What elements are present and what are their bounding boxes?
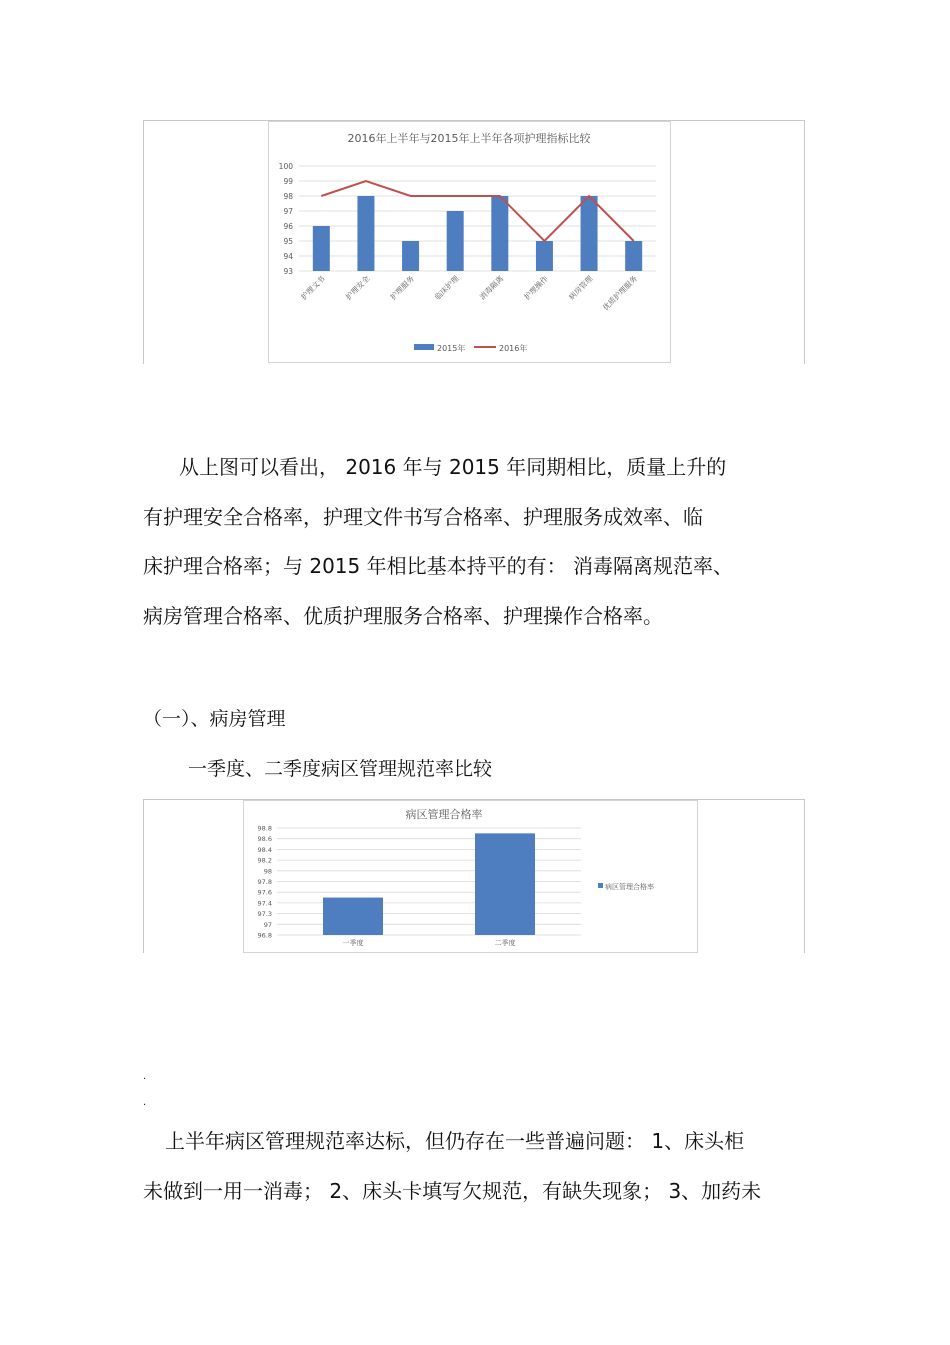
chart2-y-tick: 98.2 [257,856,272,865]
paragraph-issues [143,1117,823,1216]
chart2-y-tick: 98.4 [257,845,272,854]
chart1-bar-2015 [313,226,330,271]
chart2-y-tick: 98.6 [257,835,272,844]
chart1-y-tick: 100 [278,162,293,171]
legend-swatch-quarter [598,883,603,888]
chart1-bar-2015 [402,241,419,271]
chart2-y-tick: 97 [263,920,272,929]
paragraph-line: 上半年病区管理规范率达标，但仍存在一些普遍问题： 1、床头柜 [165,1129,745,1153]
chart1-y-tick: 98 [283,192,293,201]
chart2-caption: 一季度、二季度病区管理规范率比较 [188,758,493,780]
chart1-x-tick: 护理操作 [522,274,550,302]
chart1-container [268,121,671,363]
chart1-bar-2015 [581,196,598,271]
chart1-bar-2015 [447,211,464,271]
chart1-x-tick: 病房管理 [566,274,595,302]
chart1-bar-2015 [625,241,642,271]
chart2-y-tick: 96.8 [257,931,272,940]
paragraph-analysis [143,443,823,641]
chart1-bar-2015 [491,196,508,271]
chart2-bar [475,833,535,935]
chart1-y-tick: 94 [283,252,293,261]
chart2-x-tick: 二季度 [494,939,516,947]
chart1-x-tick: 优质护理服务 [600,274,640,313]
chart2-y-tick: 97.6 [257,888,272,897]
chart1-svg [269,122,670,362]
chart1-y-tick: 96 [283,222,293,231]
chart1-bar-2015 [357,196,374,271]
chart1-y-tick: 97 [283,207,293,216]
chart1-title: 2016年上半年与2015年上半年各项护理指标比较 [347,132,591,145]
chart1-y-tick: 99 [283,177,293,186]
chart1-y-tick: 93 [283,267,293,276]
chart1-x-tick: 护理服务 [388,274,416,302]
chart2-y-tick: 97.8 [257,878,272,886]
chart2-container [243,800,698,953]
chart2-title: 病区管理合格率 [405,808,483,821]
chart1-y-tick: 95 [283,237,293,246]
legend-label-2015: 2015年 [437,344,466,353]
chart1-x-tick: 护理安全 [343,274,372,302]
chart2-y-tick: 97.4 [257,899,272,908]
chart1-x-tick: 临床护理 [433,274,461,302]
chart2-svg [244,801,697,952]
paragraph-line: 病房管理合格率、优质护理服务合格率、护理操作合格率。 [143,603,663,628]
chart2-y-tick: 97.3 [257,910,272,919]
paragraph-line: 未做到一用一消毒； 2、床头卡填写欠规范，有缺失现象； 3、加药未 [143,1178,762,1203]
legend-swatch-2015 [414,344,434,350]
chart1-x-tick: 消毒隔离 [477,274,506,302]
legend-label-quarter: 病区管理合格率 [605,883,654,891]
chart2-y-tick: 98 [263,867,272,876]
chart1-bar-2015 [536,241,553,271]
section-heading: （一）、病房管理 [143,708,286,730]
chart2-bar [323,898,383,935]
chart2-legend [598,882,654,891]
dot-mark: . [143,1071,147,1082]
paragraph-line: 有护理安全合格率，护理文件书写合格率、护理服务成效率、临 [143,504,703,529]
paragraph-line: 从上图可以看出， 2016 年与 2015 年同期相比，质量上升的 [179,455,727,479]
dot-mark: . [143,1097,147,1108]
legend-label-2016: 2016年 [499,344,528,353]
chart1-legend [414,343,527,353]
chart2-y-tick: 98.8 [257,824,272,833]
paragraph-line: 床护理合格率；与 2015 年相比基本持平的有： 消毒隔离规范率、 [143,554,733,578]
chart2-x-tick: 一季度 [342,939,364,947]
chart1-x-tick: 护理文书 [299,274,327,302]
